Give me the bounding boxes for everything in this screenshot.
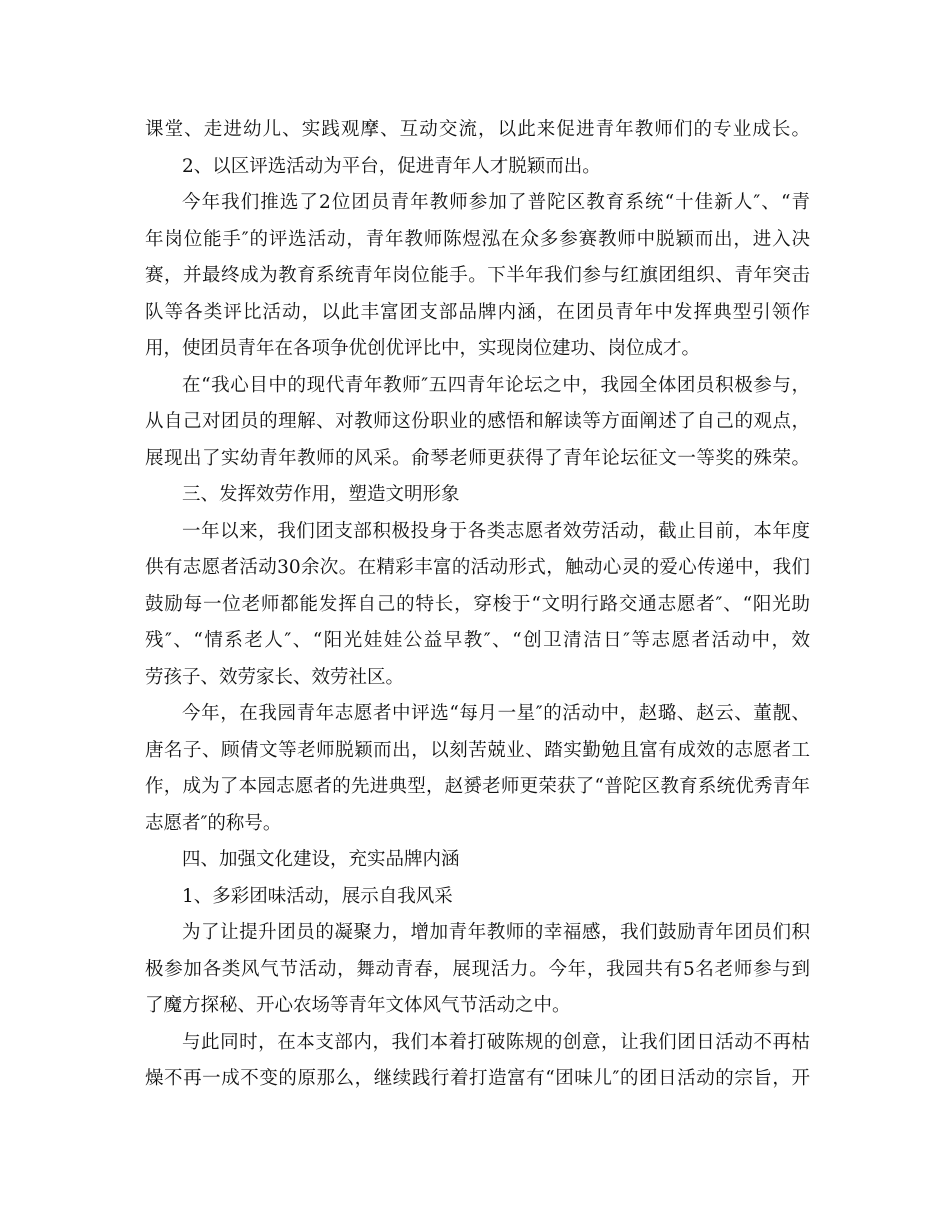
text-line: 今年，在我园青年志愿者中评选“每月一星″的活动中，赵璐、赵云、董靓、: [182, 703, 810, 724]
text-line: 从自己对团员的理解、对教师这份职业的感悟和解读等方面阐述了自己的观点，: [145, 411, 810, 432]
text-line: 队等各类评比活动，以此丰富团支部品牌内涵，在团员青年中发挥典型引领作: [145, 301, 810, 323]
text-line: 年岗位能手″的评选活动，青年教师陈煜泓在众多参赛教师中脱颖而出，进入决: [145, 228, 810, 250]
text-line: 展现出了实幼青年教师的风采。俞琴老师更获得了青年论坛征文一等奖的殊荣。: [145, 447, 810, 469]
section-subheading: 2、以区评选活动为平台，促进青年人才脱颖而出。: [182, 155, 601, 177]
text-line: 残″、“情系老人″、“阳光娃娃公益早教″、“创卫清洁日″等志愿者活动中，效: [145, 630, 810, 651]
text-line: 赛，并最终成为教育系统青年岗位能手。下半年我们参与红旗团组织、青年突击: [145, 265, 810, 286]
text-line: 供有志愿者活动30余次。在精彩丰富的活动形式，触动心灵的爱心传递中，我们: [145, 557, 810, 578]
text-line: 志愿者″的称号。: [145, 812, 282, 834]
text-line: 今年我们推选了2位团员青年教师参加了普陀区教育系统“十佳新人″、“青: [182, 192, 810, 213]
section-heading: 四、加强文化建设，充实品牌内涵: [182, 849, 460, 870]
text-line: 了魔方探秘、开心农场等青年文体风气节活动之中。: [145, 995, 571, 1016]
section-subheading: 1、多彩团味活动，展示自我风采: [182, 885, 453, 907]
text-line: 在“我心目中的现代青年教师″五四青年论坛之中，我园全体团员积极参与，: [182, 374, 810, 396]
text-line: 极参加各类风气节活动，舞动青春，展现活力。今年，我园共有5名老师参与到: [145, 958, 810, 980]
text-line: 与此同时，在本支部内，我们本着打破陈规的创意，让我们团日活动不再枯: [182, 1031, 810, 1053]
text-line: 燥不再一成不变的原那么，继续践行着打造富有“团味儿″的团日活动的宗旨，开: [145, 1068, 810, 1089]
text-line: 劳孩子、效劳家长、效劳社区。: [145, 666, 405, 688]
text-line: 为了让提升团员的凝聚力，增加青年教师的幸福感，我们鼓励青年团员们积: [182, 922, 810, 943]
text-line: 作，成为了本园志愿者的先进典型，赵赟老师更荣获了“普陀区教育系统优秀青年: [145, 776, 810, 797]
text-line: 用，使团员青年在各项争优创优评比中，实现岗位建功、岗位成才。: [145, 338, 701, 359]
text-line: 鼓励每一位老师都能发挥自己的特长，穿梭于“文明行路交通志愿者″、“阳光助: [145, 593, 810, 615]
text-line: 唐名子、顾倩文等老师脱颖而出，以刻苦兢业、踏实勤勉且富有成效的志愿者工: [145, 739, 810, 761]
document-body: [145, 112, 810, 1098]
section-heading: 三、发挥效劳作用，塑造文明形象: [182, 484, 460, 505]
text-line: 一年以来，我们团支部积极投身于各类志愿者效劳活动，截止目前，本年度: [182, 520, 810, 542]
text-line: 课堂、走进幼儿、实践观摩、互动交流，以此来促进青年教师们的专业成长。: [145, 119, 810, 140]
